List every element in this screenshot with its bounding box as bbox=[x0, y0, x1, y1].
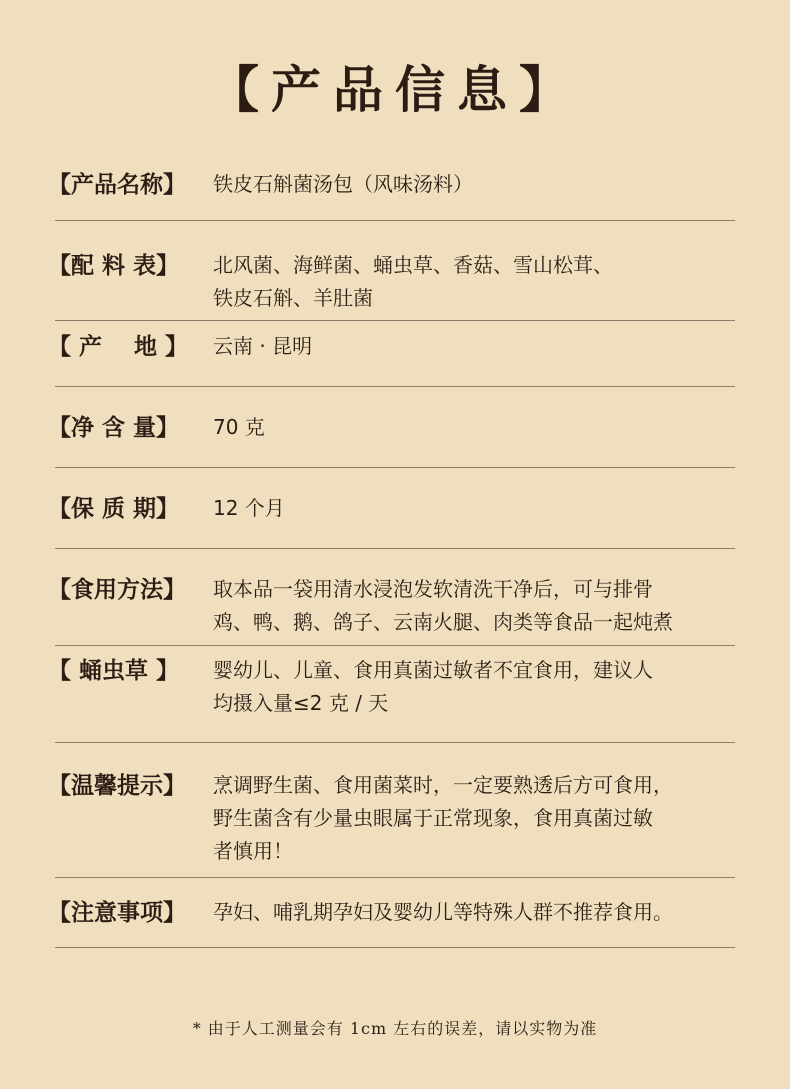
row-label: 【产品名称】 bbox=[48, 171, 186, 198]
row-value-line: 鸡、鸭、鹅、鸽子、云南火腿、肉类等食品一起炖煮 bbox=[213, 610, 673, 634]
row-value-line: 均摄入量≤2 克 / 天 bbox=[213, 691, 389, 715]
row-value-line: 取本品一袋用清水浸泡发软清洗干净后，可与排骨 bbox=[213, 577, 653, 601]
row-label: 【 蛹虫草 】 bbox=[48, 657, 180, 684]
row-value bbox=[213, 249, 743, 315]
row-value-line: 孕妇、哺乳期孕妇及婴幼儿等特殊人群不推荐食用。 bbox=[213, 900, 673, 924]
divider bbox=[55, 742, 735, 743]
divider bbox=[55, 220, 735, 221]
row-value bbox=[213, 769, 743, 868]
row-label: 【配 料 表】 bbox=[48, 252, 180, 279]
row-value bbox=[213, 492, 743, 525]
divider bbox=[55, 320, 735, 321]
divider bbox=[55, 548, 735, 549]
row-value-line: 烹调野生菌、食用菌菜时，一定要熟透后方可食用， bbox=[213, 773, 673, 797]
divider bbox=[55, 947, 735, 948]
row-label: 【保 质 期】 bbox=[48, 495, 180, 522]
row-value bbox=[213, 896, 743, 929]
divider bbox=[55, 386, 735, 387]
divider bbox=[55, 467, 735, 468]
row-value-line: 云南 · 昆明 bbox=[213, 334, 313, 358]
measurement-disclaimer: * 由于人工测量会有 1cm 左右的误差，请以实物为准 bbox=[192, 1019, 598, 1038]
row-value bbox=[213, 411, 743, 444]
row-label: 【温馨提示】 bbox=[48, 772, 186, 799]
row-value-line: 野生菌含有少量虫眼属于正常现象，食用真菌过敏 bbox=[213, 806, 653, 830]
row-value-line: 铁皮石斛菌汤包（风味汤料） bbox=[213, 172, 473, 196]
divider bbox=[55, 877, 735, 878]
row-value-line: 婴幼儿、儿童、食用真菌过敏者不宜食用，建议人 bbox=[213, 658, 653, 682]
row-value bbox=[213, 168, 743, 201]
row-value-line: 铁皮石斛、羊肚菌 bbox=[213, 286, 373, 310]
row-value-line: 12 个月 bbox=[213, 496, 285, 520]
row-value bbox=[213, 573, 743, 639]
row-value-line: 北风菌、海鲜菌、蛹虫草、香菇、雪山松茸、 bbox=[213, 253, 613, 277]
row-label: 【食用方法】 bbox=[48, 576, 186, 603]
divider bbox=[55, 645, 735, 646]
row-value-line: 者慎用！ bbox=[213, 839, 293, 863]
row-value bbox=[213, 330, 743, 363]
row-value-line: 70 克 bbox=[213, 415, 265, 439]
row-value bbox=[213, 654, 743, 720]
row-label: 【注意事项】 bbox=[48, 899, 186, 926]
page-title: 【产品信息】 bbox=[209, 60, 581, 119]
row-label: 【净 含 量】 bbox=[48, 414, 180, 441]
row-label: 【 产 地 】 bbox=[48, 333, 189, 360]
